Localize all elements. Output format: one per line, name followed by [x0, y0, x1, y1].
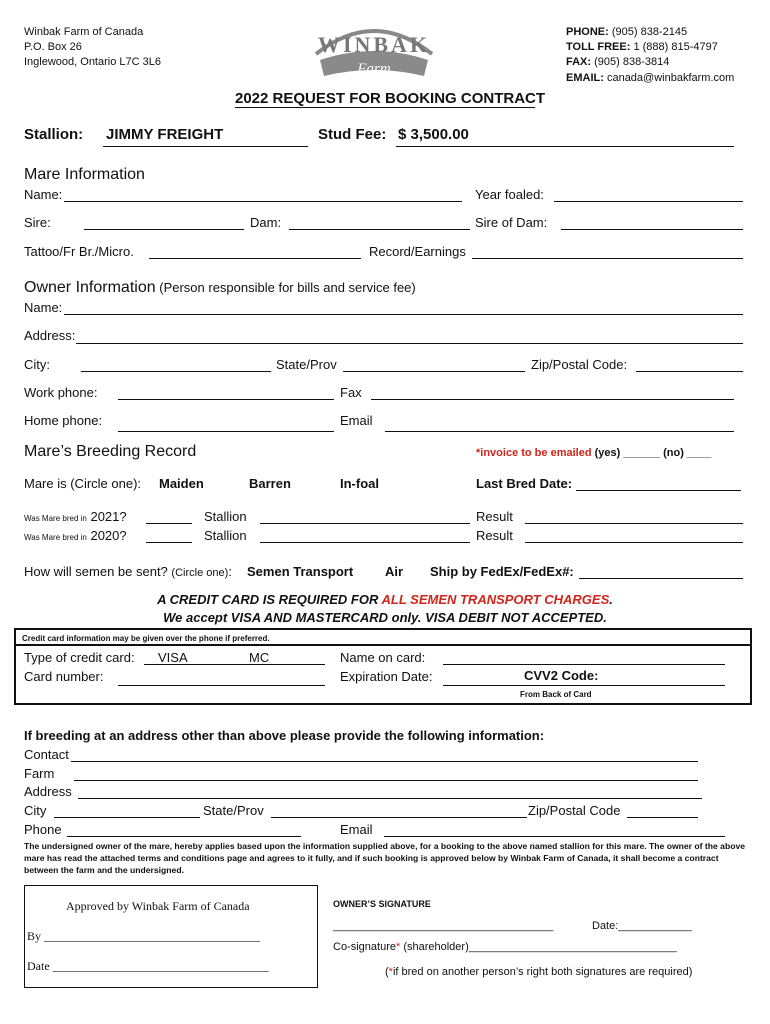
option-barren[interactable]: Barren — [249, 476, 291, 491]
alt-contact-field[interactable] — [71, 761, 698, 762]
semen-question: How will semen be sent? (Circle one): — [24, 564, 232, 579]
result-2020-label: Result — [476, 528, 513, 543]
stallion-2020-field[interactable] — [260, 542, 470, 543]
farm-address-line2: Inglewood, Ontario L7C 3L6 — [24, 56, 161, 68]
owner-name-label: Name: — [24, 300, 63, 315]
invoice-note: *invoice to be emailed (yes) ______ (no) ____ — [476, 447, 712, 459]
bred-2020-label: Was Mare bred in 2020? — [24, 528, 127, 543]
option-semen-transport[interactable]: Semen Transport — [247, 564, 354, 579]
stud-fee-label: Stud Fee: — [318, 126, 387, 143]
alt-phone-field[interactable] — [67, 836, 301, 837]
last-bred-date-field[interactable] — [576, 490, 741, 491]
tattoo-field[interactable] — [149, 258, 361, 259]
dam-field[interactable] — [289, 229, 470, 230]
expiration-date-label: Expiration Date: — [340, 669, 433, 684]
owner-signature-heading: OWNER’S SIGNATURE — [333, 899, 431, 909]
option-air[interactable]: Air — [385, 564, 404, 579]
alt-farm-field[interactable] — [74, 780, 698, 781]
owner-zip-field[interactable] — [636, 371, 743, 372]
mare-name-label: Name: — [24, 187, 63, 202]
logo-bottom-text: Farm — [357, 61, 391, 77]
farm-address-line1: P.O. Box 26 — [24, 41, 82, 53]
owner-address-label: Address: — [24, 328, 76, 343]
option-in-foal[interactable]: In-foal — [340, 476, 379, 491]
logo-top-text: WINBAK — [317, 32, 431, 57]
sire-field[interactable] — [84, 229, 244, 230]
bred-2021-field[interactable] — [146, 523, 192, 524]
owner-info-heading: Owner Information (Person responsible for bills and service fee) — [24, 279, 416, 296]
alt-city-field[interactable] — [54, 817, 200, 818]
work-phone-label: Work phone: — [24, 385, 98, 400]
card-number-field[interactable] — [118, 685, 325, 686]
year-foaled-field[interactable] — [554, 201, 743, 202]
alt-state-field[interactable] — [271, 817, 527, 818]
legal-agreement-text: The undersigned owner of the mare, hereby applies based upon the information supplied above, for a booking to the above named stallion for this mare. The owner of the above mare has read the attached terms and conditions page and agrees to it fully, and if such booking is approved below by Winbak Farm of Canada, it shall become a contract between the farm and the undersigned. — [24, 841, 746, 875]
stud-fee-value[interactable]: $ 3,500.00 — [398, 126, 469, 143]
signature-date-field[interactable]: Date:____________ — [592, 920, 692, 932]
alt-address-heading: If breeding at an address other than above please provide the following information: — [24, 728, 545, 743]
sire-of-dam-label: Sire of Dam: — [475, 215, 548, 230]
card-type-mc[interactable]: MC — [249, 650, 270, 665]
stallion-2021-field[interactable] — [260, 523, 470, 524]
contact-phone: PHONE: (905) 838-2145 — [566, 26, 688, 38]
owner-email-field[interactable] — [385, 431, 734, 432]
card-number-label: Card number: — [24, 669, 104, 684]
dam-label: Dam: — [250, 215, 282, 230]
alt-zip-label: Zip/Postal Code — [528, 803, 621, 818]
mare-info-heading: Mare Information — [24, 166, 145, 183]
home-phone-label: Home phone: — [24, 413, 103, 428]
approval-date-field[interactable]: Date ____________________________________ — [27, 959, 269, 973]
result-2021-field[interactable] — [525, 523, 743, 524]
owner-city-field[interactable] — [81, 371, 271, 372]
alt-contact-label: Contact — [24, 747, 69, 762]
credit-card-phone-note: Credit card information may be given over the phone if preferred. — [22, 634, 270, 643]
breeding-record-heading: Mare’s Breeding Record — [24, 443, 197, 460]
option-maiden[interactable]: Maiden — [159, 476, 204, 491]
approval-title: Approved by Winbak Farm of Canada — [66, 899, 250, 913]
name-on-card-field[interactable] — [443, 664, 725, 665]
alt-address-field[interactable] — [78, 798, 702, 799]
owner-fax-field[interactable] — [371, 399, 734, 400]
home-phone-field[interactable] — [118, 431, 334, 432]
mare-is-label: Mare is (Circle one): — [24, 476, 142, 491]
contact-fax: FAX: (905) 838-3814 — [566, 56, 670, 68]
owner-fax-label: Fax — [340, 385, 362, 400]
winbak-logo — [306, 14, 442, 88]
co-signature-footnote: (*if bred on another person’s right both signatures are required) — [385, 966, 693, 978]
page-title: 2022 REQUEST FOR BOOKING CONTRACT — [235, 90, 546, 107]
credit-card-required-notice: A CREDIT CARD IS REQUIRED FOR ALL SEMEN TRANSPORT CHARGES. — [157, 592, 613, 607]
contact-tollfree: TOLL FREE: 1 (888) 815-4797 — [566, 41, 718, 53]
mare-name-field[interactable] — [64, 201, 462, 202]
expiration-date-field[interactable] — [443, 685, 725, 686]
tattoo-label: Tattoo/Fr Br./Micro. — [24, 244, 134, 259]
result-2020-field[interactable] — [525, 542, 743, 543]
card-type-label: Type of credit card: — [24, 650, 135, 665]
stallion-label: Stallion: — [24, 126, 84, 143]
contact-email: EMAIL: canada@winbakfarm.com — [566, 72, 735, 84]
fedex-number-field[interactable] — [579, 578, 743, 579]
record-field[interactable] — [472, 258, 743, 259]
alt-state-label: State/Prov — [203, 803, 264, 818]
alt-farm-label: Farm — [24, 766, 55, 781]
accepted-cards-notice: We accept VISA AND MASTERCARD only. VISA DEBIT NOT ACCEPTED. — [163, 610, 607, 625]
owner-address-field[interactable] — [76, 343, 743, 344]
owner-state-label: State/Prov — [276, 357, 337, 372]
bred-2020-field[interactable] — [146, 542, 192, 543]
cvv-label: CVV2 Code: — [524, 668, 599, 683]
result-2021-label: Result — [476, 509, 513, 524]
owner-zip-label: Zip/Postal Code: — [531, 357, 628, 372]
alt-phone-label: Phone — [24, 822, 62, 837]
alt-zip-field[interactable] — [627, 817, 698, 818]
year-foaled-label: Year foaled: — [475, 187, 544, 202]
alt-email-field[interactable] — [384, 836, 725, 837]
sire-label: Sire: — [24, 215, 51, 230]
owner-signature-field[interactable]: ____________________________________ — [333, 920, 554, 932]
farm-name: Winbak Farm of Canada — [24, 26, 144, 38]
alt-email-label: Email — [340, 822, 373, 837]
owner-email-label: Email — [340, 413, 373, 428]
work-phone-field[interactable] — [118, 399, 334, 400]
record-label: Record/Earnings — [369, 244, 466, 259]
owner-state-field[interactable] — [343, 371, 525, 372]
co-signature-field[interactable]: Co-signature* (shareholder)__________________________________ — [333, 941, 677, 953]
option-fedex[interactable]: Ship by FedEx/FedEx#: — [430, 564, 574, 579]
cvv-note: From Back of Card — [520, 690, 592, 699]
sire-of-dam-field[interactable] — [561, 229, 743, 230]
bred-2021-label: Was Mare bred in 2021? — [24, 509, 127, 524]
alt-address-label: Address — [24, 784, 72, 799]
owner-city-label: City: — [24, 357, 50, 372]
stallion-2021-label: Stallion — [204, 509, 247, 524]
alt-city-label: City — [24, 803, 47, 818]
last-bred-date-label: Last Bred Date: — [476, 476, 573, 491]
stallion-value[interactable]: JIMMY FREIGHT — [106, 126, 224, 143]
stallion-2020-label: Stallion — [204, 528, 247, 543]
owner-name-field[interactable] — [64, 314, 743, 315]
name-on-card-label: Name on card: — [340, 650, 426, 665]
card-type-visa[interactable]: VISA — [158, 650, 188, 665]
approval-by-field[interactable]: By ____________________________________ — [27, 929, 261, 943]
